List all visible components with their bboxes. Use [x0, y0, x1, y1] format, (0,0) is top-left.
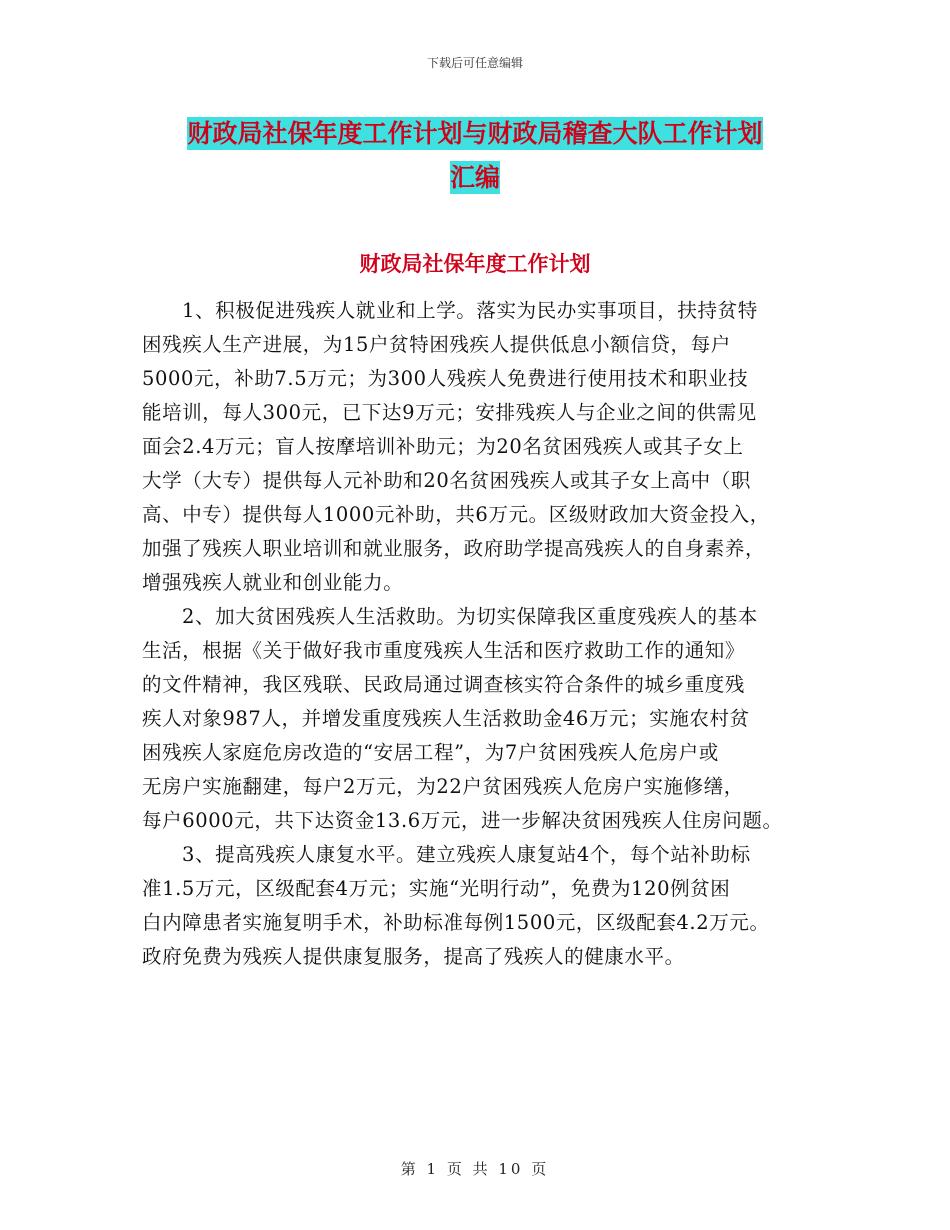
paragraph-line: 5000元，补助7.5万元；为300人残疾人免费进行使用技术和职业技	[142, 367, 749, 390]
paragraph-line: 面会2.4万元；盲人按摩培训补助元；为20名贫困残疾人或其子女上	[142, 435, 744, 458]
paragraph-line: 困残疾人家庭危房改造的“安居工程”，为7户贫困残疾人危房户或	[142, 741, 719, 764]
paragraph-line: 困残疾人生产进展，为15户贫特困残疾人提供低息小额信贷，每户	[142, 333, 731, 356]
paragraph-3	[142, 838, 822, 974]
paragraph-line: 能培训，每人300元，已下达9万元；安排残疾人与企业之间的供需见	[142, 401, 757, 424]
paragraph-line: 疾人对象987人，并增发重度残疾人生活救助金46万元；实施农村贫	[142, 707, 750, 730]
header-note: 下载后可任意编辑	[426, 56, 523, 70]
paragraph-line: 3、提高残疾人康复水平。建立残疾人康复站4个，每个站补助标	[182, 843, 751, 866]
paragraph-line: 高、中专）提供每人1000元补助，共6万元。区级财政加大资金投入，	[142, 503, 770, 526]
page-footer: 第 1 页 共 10 页	[400, 1160, 550, 1178]
paragraph-line: 生活，根据《关于做好我市重度残疾人生活和医疗救助工作的通知》	[142, 639, 746, 662]
paragraph-line: 无房户实施翻建，每户2万元，为22户贫困残疾人危房户实施修缮，	[142, 775, 744, 798]
paragraph-line: 政府免费为残疾人提供康复服务，提高了残疾人的健康水平。	[142, 945, 685, 968]
paragraph-line: 每户6000元，共下达资金13.6万元，进一步解决贫困残疾人住房问题。	[142, 809, 783, 832]
paragraph-line: 准1.5万元，区级配套4万元；实施“光明行动”，免费为120例贫困	[142, 877, 731, 900]
paragraph-line: 的文件精神，我区残联、民政局通过调查核实符合条件的城乡重度残	[142, 673, 746, 696]
document-title	[0, 112, 950, 200]
document-title-line-2: 汇编	[449, 163, 500, 192]
section-title: 财政局社保年度工作计划	[359, 252, 591, 276]
paragraph-2	[142, 600, 822, 838]
paragraph-line: 增强残疾人就业和创业能力。	[142, 571, 404, 594]
paragraph-1	[142, 294, 822, 600]
paragraph-line: 大学（大专）提供每人元补助和20名贫困残疾人或其子女上高中（职	[142, 469, 751, 492]
paragraph-line: 加强了残疾人职业培训和就业服务，政府助学提高残疾人的自身素养，	[142, 537, 766, 560]
document-title-line-1: 财政局社保年度工作计划与财政局稽查大队工作计划	[187, 119, 763, 148]
paragraph-line: 白内障患者实施复明手术，补助标准每例1500元，区级配套4.2万元。	[142, 911, 770, 934]
paragraph-line: 2、加大贫困残疾人生活救助。为切实保障我区重度残疾人的基本	[182, 605, 758, 628]
paragraph-line: 1、积极促进残疾人就业和上学。落实为民办实事项目，扶持贫特	[182, 299, 758, 322]
document-body	[142, 294, 822, 974]
